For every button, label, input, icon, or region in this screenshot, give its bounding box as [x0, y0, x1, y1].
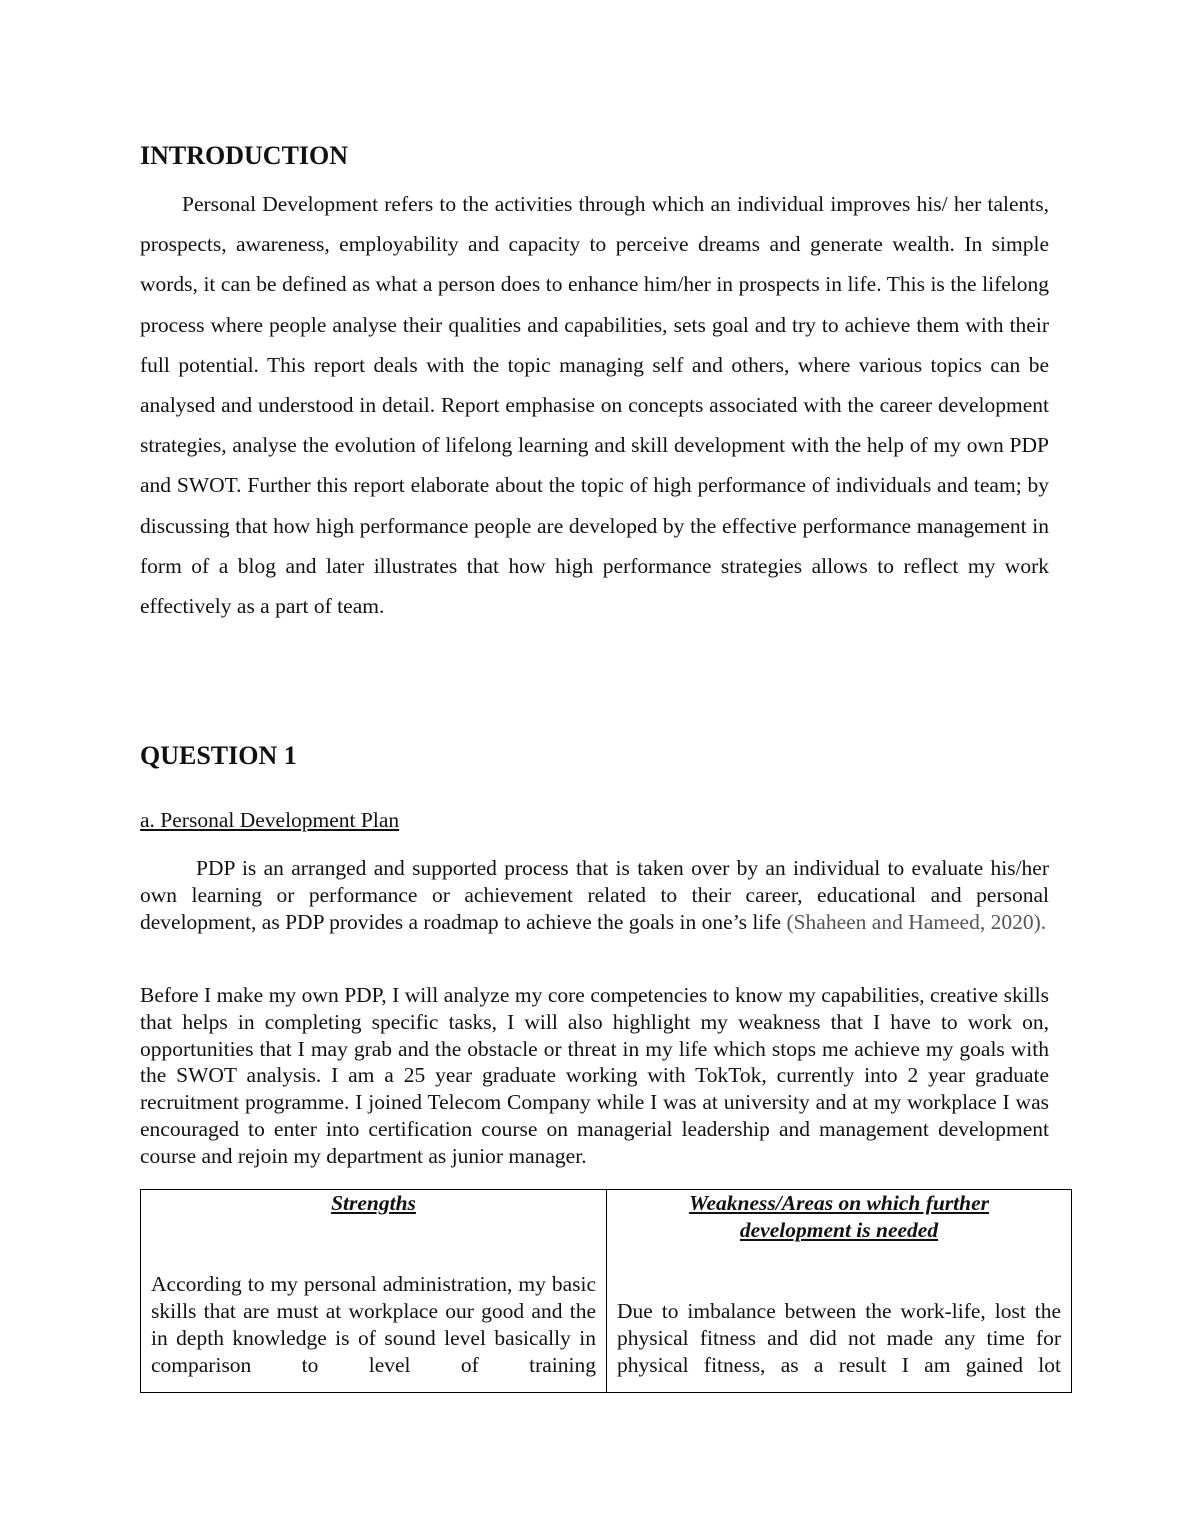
weakness-cell: [607, 1190, 1072, 1393]
strengths-cell: [141, 1190, 607, 1393]
weakness-text: Due to imbalance between the work-life, lost the physical fitness and did not made any time for physical fitness, as a result I am gained lot: [617, 1299, 1061, 1377]
swot-intro-paragraph: Before I make my own PDP, I will analyze my core competencies to know my capabilities, creative skills that helps in completing specific tasks, I will also highlight my weakness that I have to work on, opportunities that I may grab and the obstacle or threat in my life which stops me achieve my goals with the SWOT analysis. I am a 25 year graduate working with TokTok, currently into 2 year graduate recruitment programme. I joined Telecom Company while I was at university and at my workplace I was encouraged to enter into certification course on managerial leadership and management development course and rejoin my department as junior manager.: [140, 983, 1049, 1168]
pdp-paragraph-text: PDP is an arranged and supported process that is taken over by an individual to evaluate his/her own learning or performance or achievement related to their career, educational and personal development, as PDP provides a roadmap to achieve the goals in one’s life: [140, 856, 1049, 934]
pdp-citation: (Shaheen and Hameed, 2020).: [786, 909, 1047, 934]
introduction-paragraph: Personal Development refers to the activities through which an individual improves his/ her talents, prospects, awareness, employability and capacity to perceive dreams and generate wealth. In simple words, it can be defined as what a person does to enhance him/her in prospects in life. This is the lifelong process where people analyse their qualities and capabilities, sets goal and try to achieve them with their full potential. This report deals with the topic managing self and others, where various topics can be analysed and understood in detail. Report emphasise on concepts associated with the career development strategies, analyse the evolution of lifelong learning and skill development with the help of my own PDP and SWOT. Further this report elaborate about the topic of high performance of individuals and team; by discussing that how high performance people are developed by the effective performance management in form of a blog and later illustrates that how high performance strategies allows to reflect my work effectively as a part of team.: [140, 192, 1049, 619]
introduction-heading: INTRODUCTION: [140, 141, 349, 170]
weakness-header: Weakness/Areas on which further development is needed: [688, 1191, 990, 1242]
pdp-subheading: a. Personal Development Plan: [140, 808, 400, 832]
swot-table-row: [141, 1190, 1072, 1393]
strengths-header: Strengths: [331, 1191, 416, 1215]
swot-table: [140, 1189, 1072, 1393]
question-1-heading: QUESTION 1: [140, 741, 297, 770]
strengths-text: According to my personal administration, my basic skills that are must at workplace our good and the in depth knowledge is of sound level basically in comparison to level of training: [151, 1272, 596, 1377]
pdp-paragraph: [140, 855, 1049, 935]
